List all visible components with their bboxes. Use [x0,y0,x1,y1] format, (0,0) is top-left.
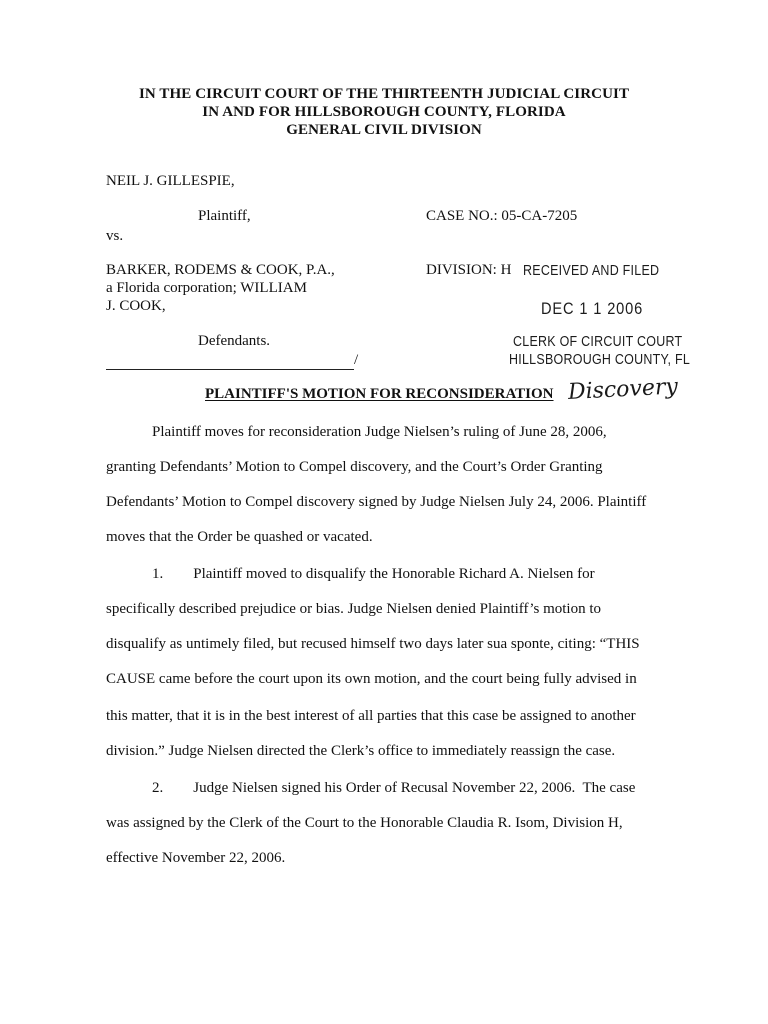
body-line: disqualify as untimely filed, but recused himself two days later sua sponte, citing: “THIS [106,636,640,652]
body-line: specifically described prejudice or bias. Judge Nielsen denied Plaintiff’s motion to [106,601,602,617]
body-line: granting Defendants’ Motion to Compel discovery, and the Court’s Order Granting [106,459,603,475]
defendants-line1: BARKER, RODEMS & COOK, P.A., [106,262,335,278]
caption-slash: / [354,352,359,368]
defendants-role: Defendants. [198,333,271,349]
stamp-date: DEC 1 1 2006 [541,299,644,318]
body-line: this matter, that it is in the best interest of all parties that this case be assigned to another [106,708,636,724]
plaintiff-name: NEIL J. GILLESPIE, [106,173,235,189]
body-line: Defendants’ Motion to Compel discovery signed by Judge Nielsen July 24, 2006. Plaintiff [106,494,647,510]
stamp-clerk-line1: CLERK OF CIRCUIT COURT [513,334,683,350]
body-line: CAUSE came before the court upon its own motion, and the court being fully advised in [106,671,637,687]
body-line: Plaintiff moves for reconsideration Judge Nielsen’s ruling of June 28, 2006, [152,424,607,440]
case-number: CASE NO.: 05-CA-7205 [426,208,578,224]
court-header-line3: GENERAL CIVIL DIVISION [286,122,482,138]
stamp-clerk-line2: HILLSBOROUGH COUNTY, FL [509,352,691,368]
handwritten-note: Discovery [567,374,679,405]
body-line: division.” Judge Nielsen directed the Clerk’s office to immediately reassign the case. [106,743,616,759]
court-header-line2: IN AND FOR HILLSBOROUGH COUNTY, FLORIDA [202,104,566,120]
versus: vs. [106,228,124,244]
body-line: was assigned by the Clerk of the Court to the Honorable Claudia R. Isom, Division H, [106,815,623,831]
caption-rule [106,369,354,370]
motion-title: PLAINTIFF'S MOTION FOR RECONSIDERATION [205,386,554,402]
defendants-line2: a Florida corporation; WILLIAM [106,280,307,296]
court-header-line1: IN THE CIRCUIT COURT OF THE THIRTEENTH JUDICIAL CIRCUIT [138,86,630,102]
defendants-line3: J. COOK, [106,298,166,314]
plaintiff-role: Plaintiff, [198,208,251,224]
body-line: moves that the Order be quashed or vacated. [106,529,373,545]
body-line: 2. Judge Nielsen signed his Order of Recusal November 22, 2006. The case [152,780,636,796]
body-line: effective November 22, 2006. [106,850,286,866]
stamp-received: RECEIVED AND FILED [523,263,660,279]
body-line: 1. Plaintiff moved to disqualify the Honorable Richard A. Nielsen for [152,566,595,582]
division-label: DIVISION: H [426,262,512,278]
